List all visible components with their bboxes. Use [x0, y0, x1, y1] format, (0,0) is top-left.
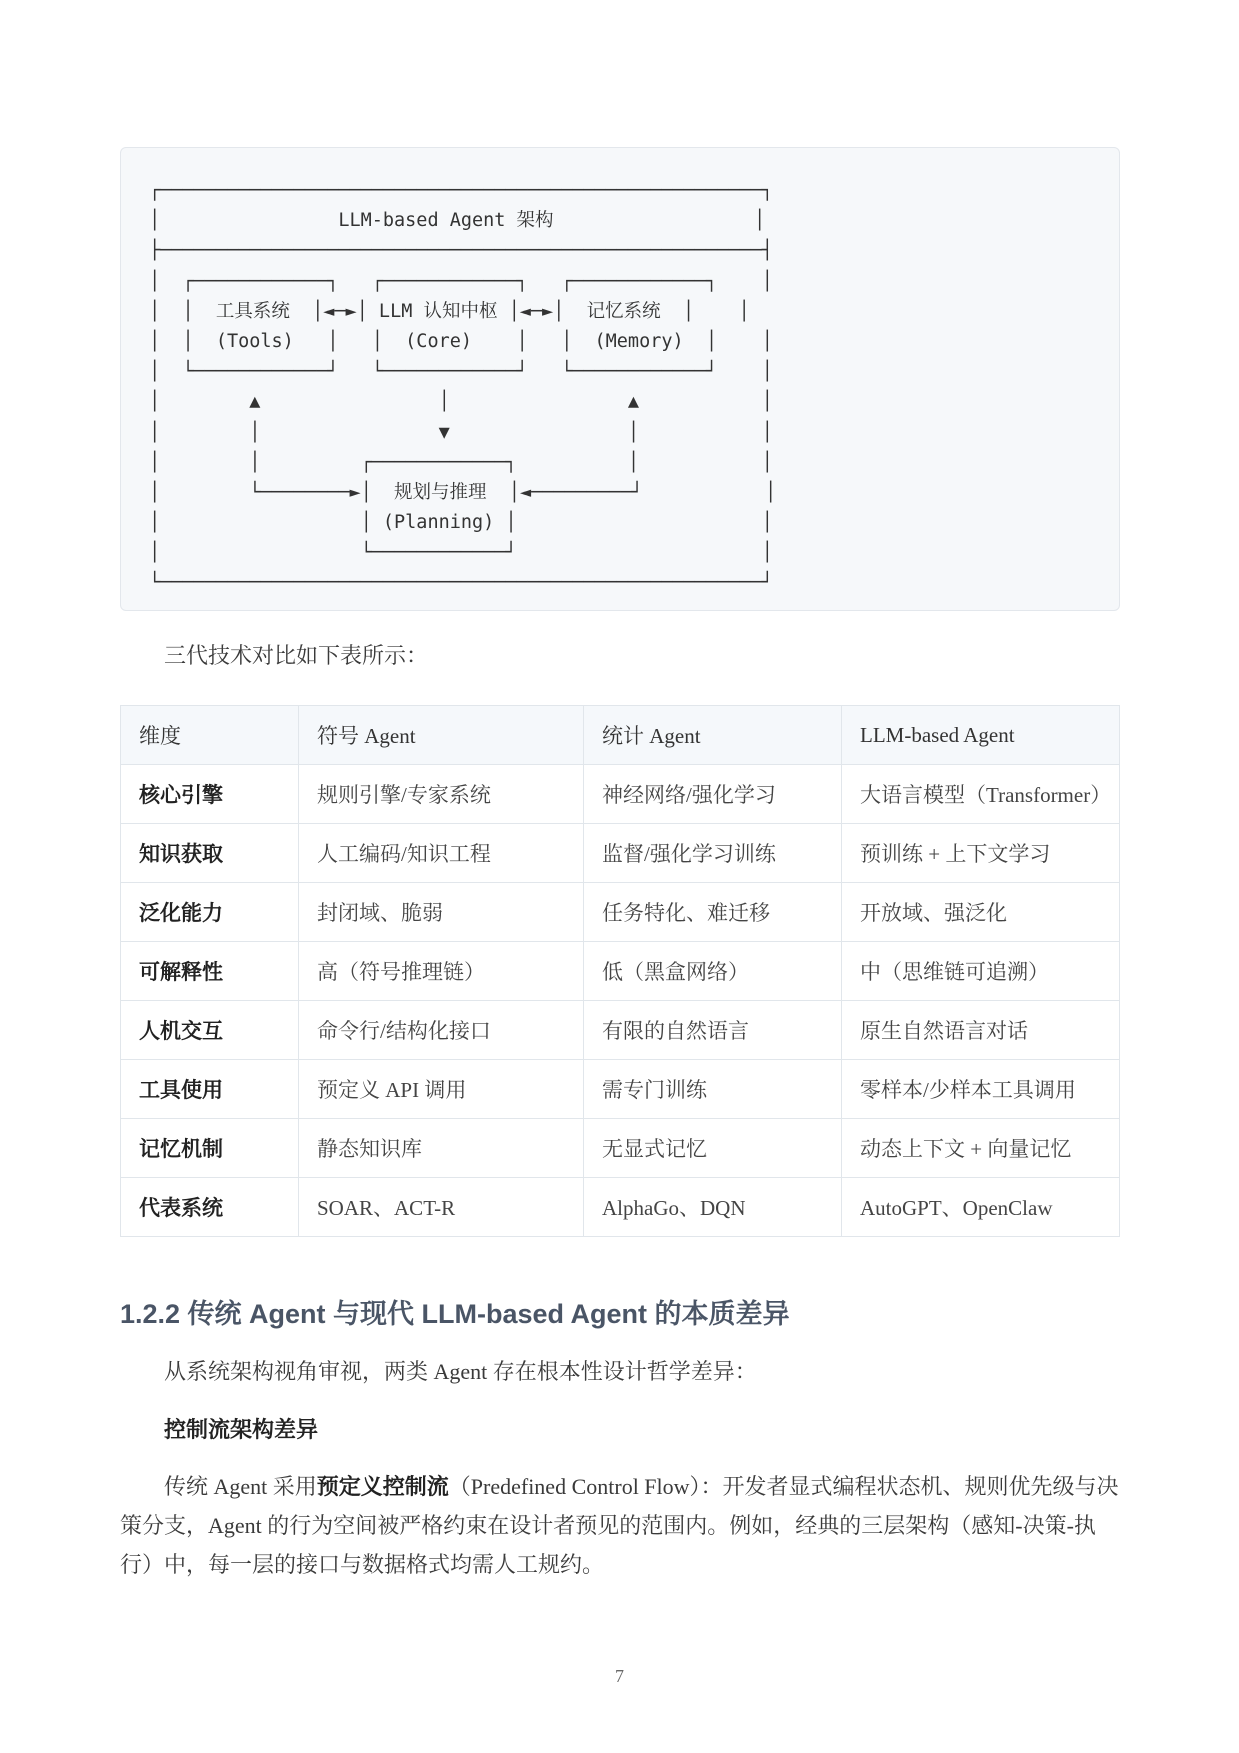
diagram-line: │ ▲ │ ▲ │ [149, 391, 773, 413]
table-cell: AlphaGo、DQN [584, 1178, 842, 1237]
table-row [121, 942, 1120, 1001]
diagram-line: │ │ ▼ │ │ [149, 421, 773, 443]
diagram-line: │ └────────►│ 规划与推理 │◄─────────┘ │ [149, 481, 777, 503]
table-cell: 高（符号推理链） [299, 942, 584, 1001]
table-cell: 人工编码/知识工程 [299, 824, 584, 883]
table-row [121, 765, 1120, 824]
table-cell: AutoGPT、OpenClaw [842, 1178, 1120, 1237]
ascii-architecture-diagram [149, 176, 776, 599]
comparison-table [120, 705, 1120, 1237]
table-cell: 封闭域、脆弱 [299, 883, 584, 942]
diagram-line: │ │ 工具系统 │◄─►│ LLM 认知中枢 │◄─►│ 记忆系统 │ │ [149, 300, 750, 322]
diagram-line: ┌──────────────────────────────────────────────────────┐ [149, 180, 773, 201]
page-number: 7 [615, 1666, 624, 1686]
paragraph-bold-term: 预定义控制流 [316, 1474, 449, 1499]
subheading: 控制流架构差异 [164, 1417, 319, 1442]
table-cell: 神经网络/强化学习 [584, 765, 842, 824]
table-cell: 动态上下文 + 向量记忆 [842, 1119, 1120, 1178]
paragraph-text: 传统 Agent 采用 [164, 1474, 317, 1499]
row-dimension-cell: 知识获取 [121, 824, 299, 883]
table-cell: 预训练 + 上下文学习 [842, 824, 1120, 883]
table-cell: SOAR、ACT-R [299, 1178, 584, 1237]
row-dimension-cell: 代表系统 [121, 1178, 299, 1237]
row-dimension-cell: 泛化能力 [121, 883, 299, 942]
table-cell: 规则引擎/专家系统 [299, 765, 584, 824]
row-dimension-cell: 可解释性 [121, 942, 299, 1001]
row-dimension-cell: 工具使用 [121, 1060, 299, 1119]
diagram-line: │ ┌────────────┐ ┌────────────┐ ┌────────────┐ │ [149, 270, 773, 292]
section-lead: 从系统架构视角审视，两类 Agent 存在根本性设计哲学差异： [164, 1359, 757, 1384]
column-header: 统计 Agent [584, 706, 842, 765]
architecture-code-block [120, 147, 1120, 611]
table-cell: 静态知识库 [299, 1119, 584, 1178]
table-cell: 零样本/少样本工具调用 [842, 1060, 1120, 1119]
table-cell: 开放域、强泛化 [842, 883, 1120, 942]
table-header-row [121, 706, 1120, 765]
table-cell: 原生自然语言对话 [842, 1001, 1120, 1060]
diagram-line: │ │ (Planning) │ │ [149, 512, 773, 534]
section-heading: 1.2.2 传统 Agent 与现代 LLM-based Agent 的本质差异 [120, 1299, 790, 1329]
table-row [121, 824, 1120, 883]
table-cell: 命令行/结构化接口 [299, 1001, 584, 1060]
paragraph [120, 1467, 1120, 1584]
row-dimension-cell: 人机交互 [121, 1001, 299, 1060]
diagram-line: └──────────────────────────────────────────────────────┘ [149, 572, 773, 594]
diagram-line: ├──────────────────────────────────────────────────────┤ [149, 240, 773, 262]
column-header: LLM-based Agent [842, 706, 1120, 765]
table-row [121, 883, 1120, 942]
row-dimension-cell: 核心引擎 [121, 765, 299, 824]
row-dimension-cell: 记忆机制 [121, 1119, 299, 1178]
diagram-line: │ LLM-based Agent 架构 │ [149, 210, 766, 232]
diagram-line: │ │ ┌────────────┐ │ │ [149, 451, 773, 473]
table-row [121, 1119, 1120, 1178]
table-cell: 低（黑盒网络） [584, 942, 842, 1001]
table-cell: 需专门训练 [584, 1060, 842, 1119]
diagram-line: │ └────────────┘ └────────────┘ └────────────┘ │ [149, 361, 773, 383]
table-row [121, 1178, 1120, 1237]
table-cell: 监督/强化学习训练 [584, 824, 842, 883]
paragraph-text-rest: （Predefined Control Flow）：开发者显式编程状态机、规则优先级与决策分支，Agent 的行为空间被严格约束在设计者预见的范围内。例如，经典的三层架构（感知-决策-执行）中，每一层的接口与数据格式均需人工规约。 [120, 1474, 1119, 1577]
table-cell: 任务特化、难迁移 [584, 883, 842, 942]
table-cell: 大语言模型（Transformer） [842, 765, 1120, 824]
table-row [121, 1060, 1120, 1119]
diagram-line: │ │ (Tools) │ │ (Core) │ │ (Memory) │ │ [149, 330, 773, 352]
table-cell: 预定义 API 调用 [299, 1060, 584, 1119]
table-cell: 有限的自然语言 [584, 1001, 842, 1060]
table-row [121, 1001, 1120, 1060]
table-cell: 无显式记忆 [584, 1119, 842, 1178]
diagram-line: │ └────────────┘ │ [149, 542, 773, 564]
column-header: 符号 Agent [299, 706, 584, 765]
table-cell: 中（思维链可追溯） [842, 942, 1120, 1001]
table-intro: 三代技术对比如下表所示： [164, 643, 429, 668]
column-header: 维度 [121, 706, 299, 765]
